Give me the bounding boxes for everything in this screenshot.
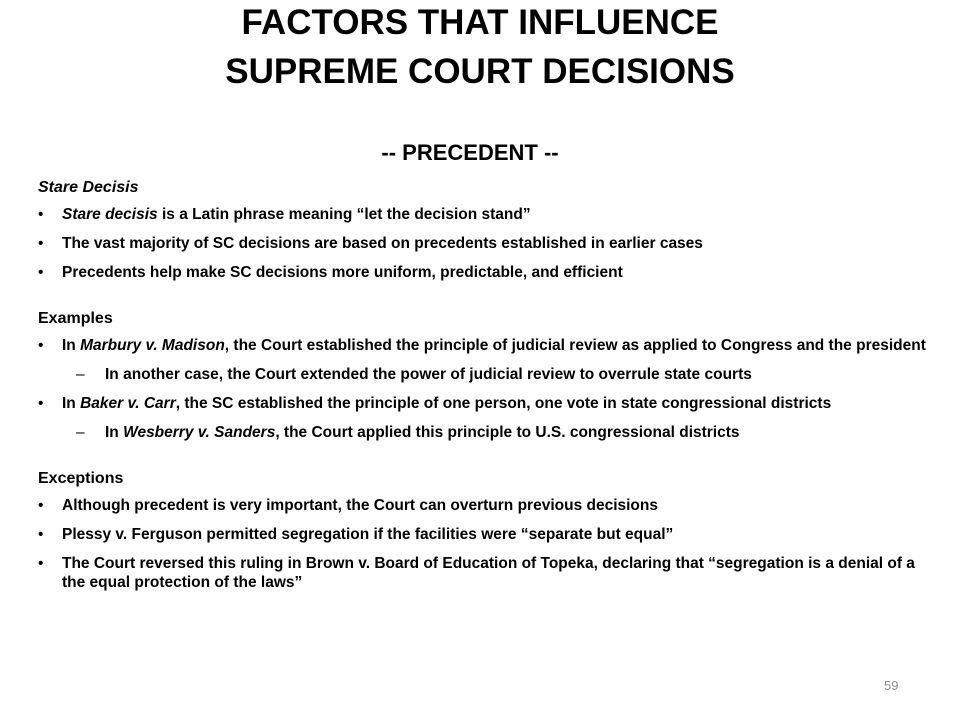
bullet-text: , the SC established the principle of one person, one vote in state congressional districts bbox=[175, 395, 832, 412]
section-spacer bbox=[38, 452, 938, 469]
exceptions-list bbox=[38, 496, 938, 592]
list-item bbox=[38, 554, 938, 592]
section-spacer bbox=[38, 292, 938, 309]
emphasis-term: Stare decisis bbox=[62, 206, 158, 223]
bullet-text: is a Latin phrase meaning “let the decision stand” bbox=[157, 206, 531, 223]
examples-list bbox=[38, 336, 938, 442]
bullet-text: The vast majority of SC decisions are based on precedents established in earlier cases bbox=[62, 235, 703, 252]
stare-decisis-section bbox=[38, 178, 938, 282]
list-item bbox=[38, 394, 938, 413]
section-subtitle: -- PRECEDENT -- bbox=[381, 140, 559, 165]
title-line-2: SUPREME COURT DECISIONS bbox=[225, 52, 735, 91]
case-name: Baker v. Carr bbox=[80, 395, 176, 412]
list-item bbox=[38, 205, 938, 224]
list-item bbox=[38, 336, 938, 355]
bullet-text: Although precedent is very important, the Court can overturn previous decisions bbox=[62, 497, 658, 514]
bullet-text: , the Court applied this principle to U.S. congressional districts bbox=[275, 424, 740, 441]
bullet-text: , the Court established the principle of judicial review as applied to Congress and the president bbox=[224, 337, 926, 354]
list-item bbox=[38, 496, 938, 515]
case-name: Wesberry v. Sanders bbox=[123, 424, 276, 441]
examples-heading: Examples bbox=[38, 310, 113, 327]
bullet-text: Plessy v. Ferguson permitted segregation if the facilities were “separate but equal” bbox=[62, 526, 674, 543]
sub-list-item bbox=[38, 365, 938, 384]
page-number: 59 bbox=[884, 678, 899, 693]
title-line-1: FACTORS THAT INFLUENCE bbox=[241, 3, 719, 42]
bullet-text: In another case, the Court extended the power of judicial review to overrule state courts bbox=[105, 366, 752, 383]
bullet-text: In bbox=[62, 395, 81, 412]
bullet-text: Precedents help make SC decisions more uniform, predictable, and efficient bbox=[62, 264, 623, 281]
sub-list-item bbox=[38, 423, 938, 442]
slide-content bbox=[38, 178, 938, 602]
exceptions-section bbox=[38, 469, 938, 592]
list-item bbox=[38, 234, 938, 253]
stare-decisis-heading: Stare Decisis bbox=[38, 179, 139, 196]
exceptions-heading: Exceptions bbox=[38, 470, 124, 487]
list-item bbox=[38, 263, 938, 282]
bullet-text: In bbox=[105, 424, 124, 441]
examples-section bbox=[38, 309, 938, 442]
case-name: Marbury v. Madison bbox=[80, 337, 225, 354]
bullet-text: In bbox=[62, 337, 81, 354]
list-item bbox=[38, 525, 938, 544]
bullet-text: The Court reversed this ruling in Brown v. Board of Education of Topeka, declaring that “segregation is a denial of a the equal protection of the laws” bbox=[62, 555, 915, 591]
stare-decisis-list bbox=[38, 205, 938, 282]
